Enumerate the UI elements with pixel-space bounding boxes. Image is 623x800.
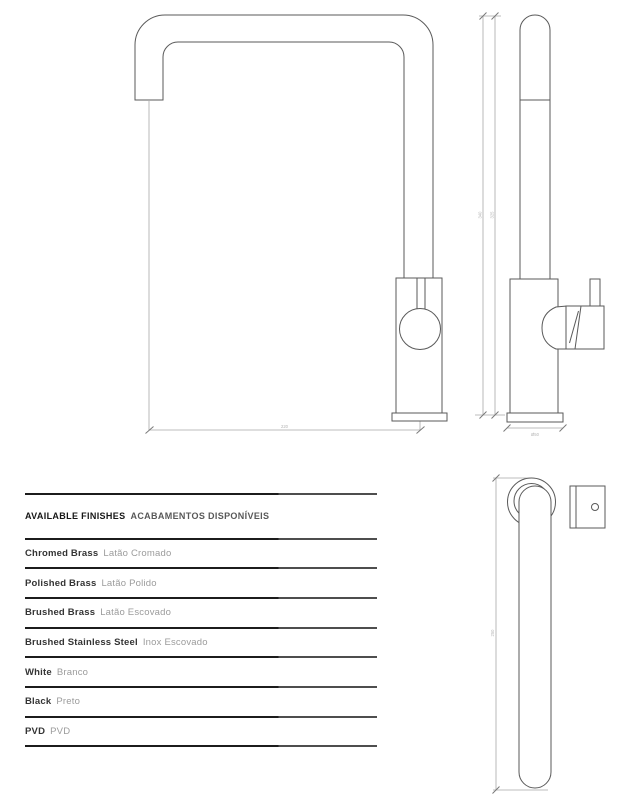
front-view-drawing [135,15,447,434]
finish-name-pt: Latão Escovado [100,607,172,619]
finish-name-en: Polished Brass [25,577,97,589]
finish-row [25,718,377,746]
front-control-knob [400,309,441,350]
finish-row [25,569,377,597]
finish-name-en: Black [25,696,52,708]
finishes-header [25,495,377,538]
finish-name-pt: Inox Escovado [142,636,208,648]
side-height-dimension-inner: 325 [489,211,495,219]
top-spout-tube [519,486,551,788]
top-depth-dimension: 250 [490,629,495,637]
finish-name-en: Brushed Stainless Steel [25,636,138,648]
finish-name-en: PVD [25,725,46,737]
table-rule [25,745,377,747]
finish-name-en: Brushed Brass [25,607,96,619]
available-finishes-table [25,493,377,747]
finish-row [25,688,377,716]
finish-name-pt: Branco [56,666,89,678]
side-view-drawing [475,13,604,438]
front-dimension-line [149,101,420,430]
finish-row [25,599,377,627]
front-base-plate [392,413,447,421]
finish-name-en: White [25,666,52,678]
finish-name-pt: PVD [50,725,71,737]
finish-row [25,629,377,657]
finishes-header-en: AVAILABLE FINISHES [25,511,126,522]
front-reach-dimension: 220 [281,424,288,429]
finish-name-en: Chromed Brass [25,547,99,559]
side-height-dimension-outer: 340 [477,211,483,219]
finish-name-pt: Latão Cromado [103,547,172,559]
finish-row [25,540,377,568]
side-base-dimension: Ø50 [531,432,539,437]
finish-name-pt: Preto [56,696,81,708]
finish-row [25,658,377,686]
top-view-drawing [490,475,605,794]
finishes-header-pt: ACABAMENTOS DISPONÍVEIS [130,511,270,522]
front-spout-outline [135,15,433,278]
top-lever-block [570,486,605,528]
side-spout-column [520,15,550,279]
finish-name-pt: Latão Polido [101,577,157,589]
side-lever-rod [590,279,600,307]
side-base-plate [507,413,563,422]
